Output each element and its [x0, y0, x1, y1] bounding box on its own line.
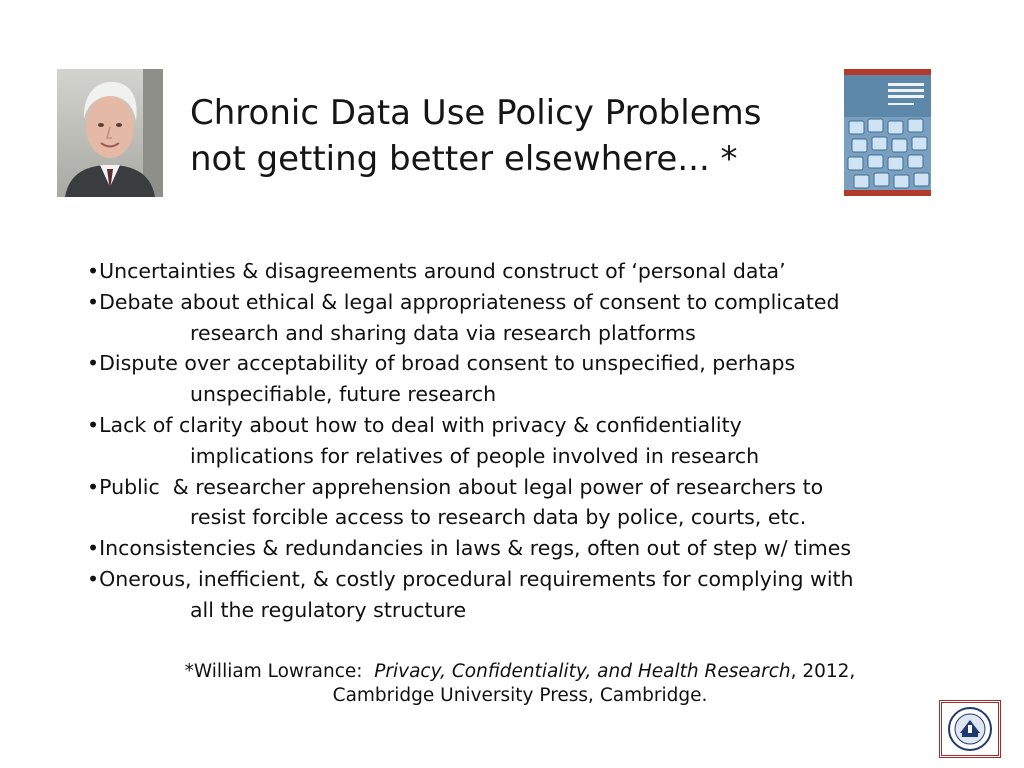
portrait-illustration	[57, 69, 163, 197]
bullet-text: •Debate about ethical & legal appropriateness of consent to complicated	[87, 289, 840, 314]
list-item	[87, 287, 987, 349]
list-item	[87, 256, 987, 287]
list-item	[87, 348, 987, 410]
bullet-text: •Dispute over acceptability of broad consent to unspecified, perhaps	[87, 351, 796, 376]
bullet-text: •Inconsistencies & redundancies in laws & regs, often out of step w/ times	[87, 536, 852, 561]
slide-title	[190, 90, 830, 182]
citation	[90, 660, 950, 708]
bullet-text: •Public & researcher apprehension about legal power of researchers to	[87, 474, 824, 499]
list-item	[87, 564, 987, 626]
list-item	[87, 533, 987, 564]
author-portrait-photo	[57, 69, 163, 197]
bullet-continuation: implications for relatives of people involved in research	[190, 443, 760, 468]
list-item	[87, 410, 987, 472]
citation-book-title: Privacy, Confidentiality, and Health Research	[374, 661, 791, 682]
bullet-text: •Onerous, inefficient, & costly procedural requirements for complying with	[87, 566, 854, 591]
citation-line-2: Cambridge University Press, Cambridge.	[332, 685, 708, 706]
bullet-text: •Lack of clarity about how to deal with privacy & confidentiality	[87, 412, 742, 437]
seal-icon	[942, 703, 998, 755]
list-item	[87, 472, 987, 534]
bullet-continuation: all the regulatory structure	[190, 597, 467, 622]
slide-title-line-2: not getting better elsewhere... *	[190, 139, 738, 179]
bullet-text: •Uncertainties & disagreements around construct of ‘personal data’	[87, 259, 786, 283]
slide-title-line-1: Chronic Data Use Policy Problems	[190, 93, 762, 133]
university-seal-logo	[939, 700, 1001, 758]
bullet-continuation: research and sharing data via research platforms	[190, 320, 696, 345]
bullet-continuation: unspecifiable, future research	[190, 382, 497, 407]
bullet-continuation: resist forcible access to research data by police, courts, etc.	[190, 505, 807, 530]
citation-line-1	[90, 660, 950, 684]
book-cover-image	[844, 69, 931, 196]
bullet-list	[87, 256, 987, 626]
book-cover-illustration	[844, 69, 931, 196]
citation-year: , 2012,	[790, 661, 856, 682]
citation-author: *William Lowrance:	[184, 661, 375, 682]
